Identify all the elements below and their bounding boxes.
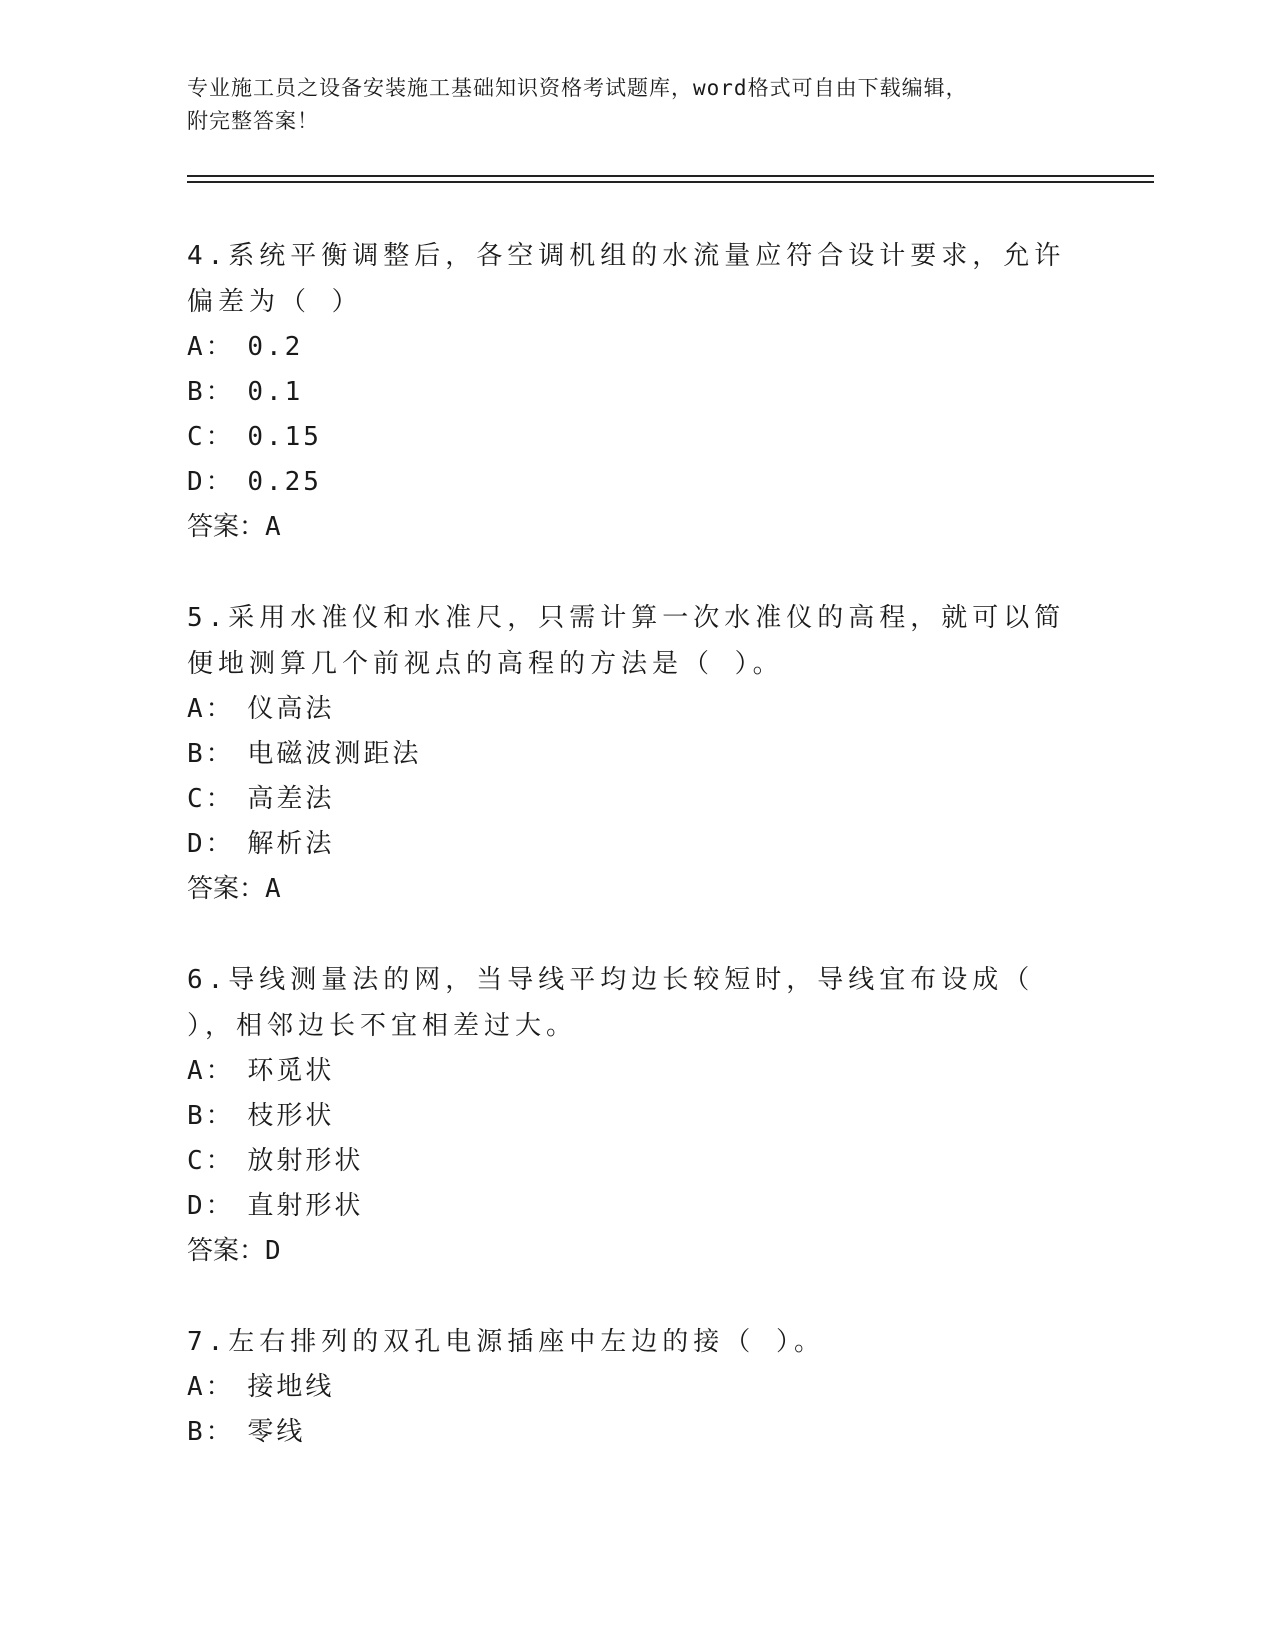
option-b: B： 电磁波测距法 (187, 739, 422, 769)
option-c: C： 高差法 (187, 784, 335, 814)
question-text: 7.左右排列的双孔电源插座中左边的接（ ）。 (187, 1327, 825, 1357)
answer-value: A (265, 874, 281, 904)
option-a: A： 仪高法 (187, 694, 335, 724)
question-6 (187, 957, 1067, 1274)
answer-label: 答案： (187, 1236, 266, 1266)
answer-label: 答案： (187, 512, 266, 542)
question-text: 4.系统平衡调整后，各空调机组的水流量应符合设计要求，允许偏差为（ ） (187, 241, 1066, 317)
option-d: D： 解析法 (187, 829, 335, 859)
header-line-1: 专业施工员之设备安装施工基础知识资格考试题库，word格式可自由下载编辑， (187, 76, 968, 100)
option-c: C： 放射形状 (187, 1146, 364, 1176)
option-d: D： 直射形状 (187, 1191, 364, 1221)
option-b: B： 枝形状 (187, 1101, 335, 1131)
question-5 (187, 595, 1067, 912)
option-b: B： 零线 (187, 1417, 306, 1447)
document-header (187, 72, 1067, 138)
option-a: A： 0.2 (187, 332, 304, 362)
answer-line (187, 867, 1067, 912)
answer-line (187, 505, 1067, 550)
question-4 (187, 233, 1067, 550)
header-divider-top (187, 175, 1154, 177)
header-divider-bottom (187, 181, 1154, 183)
question-text: 6.导线测量法的网，当导线平均边长较短时，导线宜布设成（ ），相邻边长不宜相差过大。 (187, 965, 1035, 1041)
option-d: D： 0.25 (187, 467, 322, 497)
option-b: B： 0.1 (187, 377, 304, 407)
option-a: A： 环觅状 (187, 1056, 335, 1086)
question-list (187, 233, 1067, 1500)
answer-value: D (265, 1236, 281, 1266)
header-line-2: 附完整答案！ (187, 109, 319, 133)
answer-line (187, 1229, 1067, 1274)
option-a: A： 接地线 (187, 1372, 335, 1402)
answer-label: 答案： (187, 874, 266, 904)
option-c: C： 0.15 (187, 422, 322, 452)
answer-value: A (265, 512, 281, 542)
question-7 (187, 1319, 1067, 1455)
question-text: 5.采用水准仪和水准尺，只需计算一次水准仪的高程，就可以简便地测算几个前视点的高程的方法是（ ）。 (187, 603, 1066, 679)
